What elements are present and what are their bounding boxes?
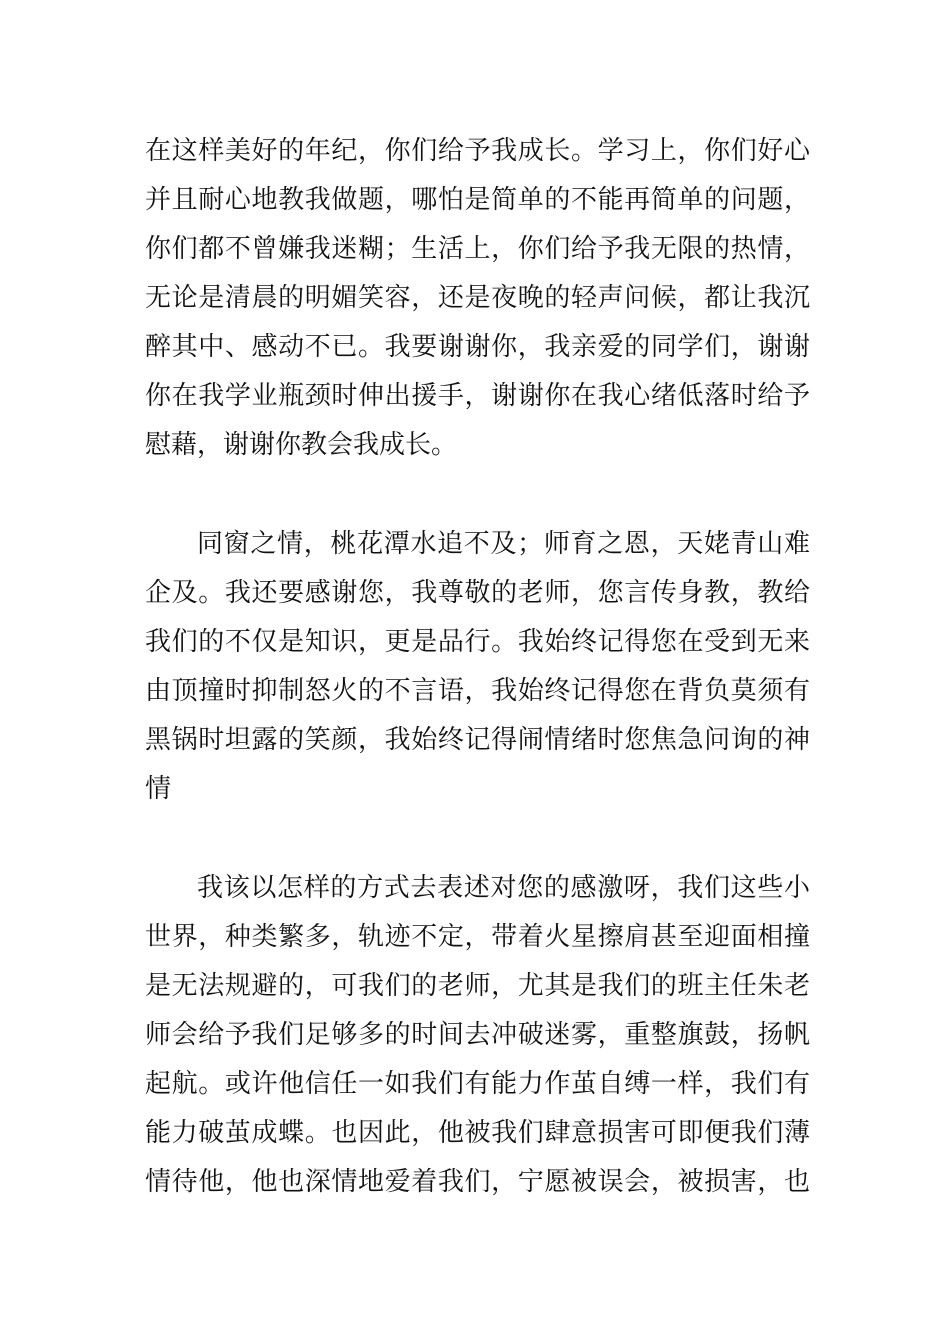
text-line: 能力破茧成蝶。也因此，他被我们肆意损害可即便我们薄 <box>145 1118 810 1148</box>
text-line: 情待他，他也深情地爱着我们，宁愿被误会，被损害，也 <box>145 1167 810 1197</box>
document-page <box>145 127 810 1207</box>
text-line: 我该以怎样的方式去表述对您的感激呀，我们这些小 <box>197 873 810 903</box>
text-line: 并且耐心地教我做题，哪怕是简单的不能再简单的问题， <box>145 185 810 215</box>
paragraph-2 <box>145 520 810 814</box>
text-line: 在这样美好的年纪，你们给予我成长。学习上，你们好心 <box>145 136 810 166</box>
text-line: 黑锅时坦露的笑颜，我始终记得闹情绪时您焦急问询的神 <box>145 725 810 755</box>
paragraph-1 <box>145 127 810 470</box>
text-line: 是无法规避的，可我们的老师，尤其是我们的班主任朱老 <box>145 971 810 1001</box>
text-line: 企及。我还要感谢您，我尊敬的老师，您言传身教，教给 <box>145 578 810 608</box>
text-line: 无论是清晨的明媚笑容，还是夜晚的轻声问候，都让我沉 <box>145 283 810 313</box>
text-line: 你们都不曾嫌我迷糊；生活上，你们给予我无限的热情， <box>145 234 810 264</box>
text-line: 师会给予我们足够多的时间去冲破迷雾，重整旗鼓，扬帆 <box>145 1020 810 1050</box>
text-line: 慰藉，谢谢你教会我成长。 <box>145 430 458 460</box>
text-line: 情 <box>145 774 172 804</box>
text-line: 由顶撞时抑制怒火的不言语，我始终记得您在背负莫须有 <box>145 676 810 706</box>
text-line: 你在我学业瓶颈时伸出援手，谢谢你在我心绪低落时给予 <box>145 381 810 411</box>
text-line: 世界，种类繁多，轨迹不定，带着火星擦肩甚至迎面相撞 <box>145 922 810 952</box>
text-line: 同窗之情，桃花潭水追不及；师育之恩，天姥青山难 <box>197 529 810 559</box>
text-line: 我们的不仅是知识，更是品行。我始终记得您在受到无来 <box>145 627 810 657</box>
text-line: 起航。或许他信任一如我们有能力作茧自缚一样，我们有 <box>145 1069 810 1099</box>
text-line: 醉其中、感动不已。我要谢谢你，我亲爱的同学们，谢谢 <box>145 332 810 362</box>
paragraph-3 <box>145 864 810 1207</box>
